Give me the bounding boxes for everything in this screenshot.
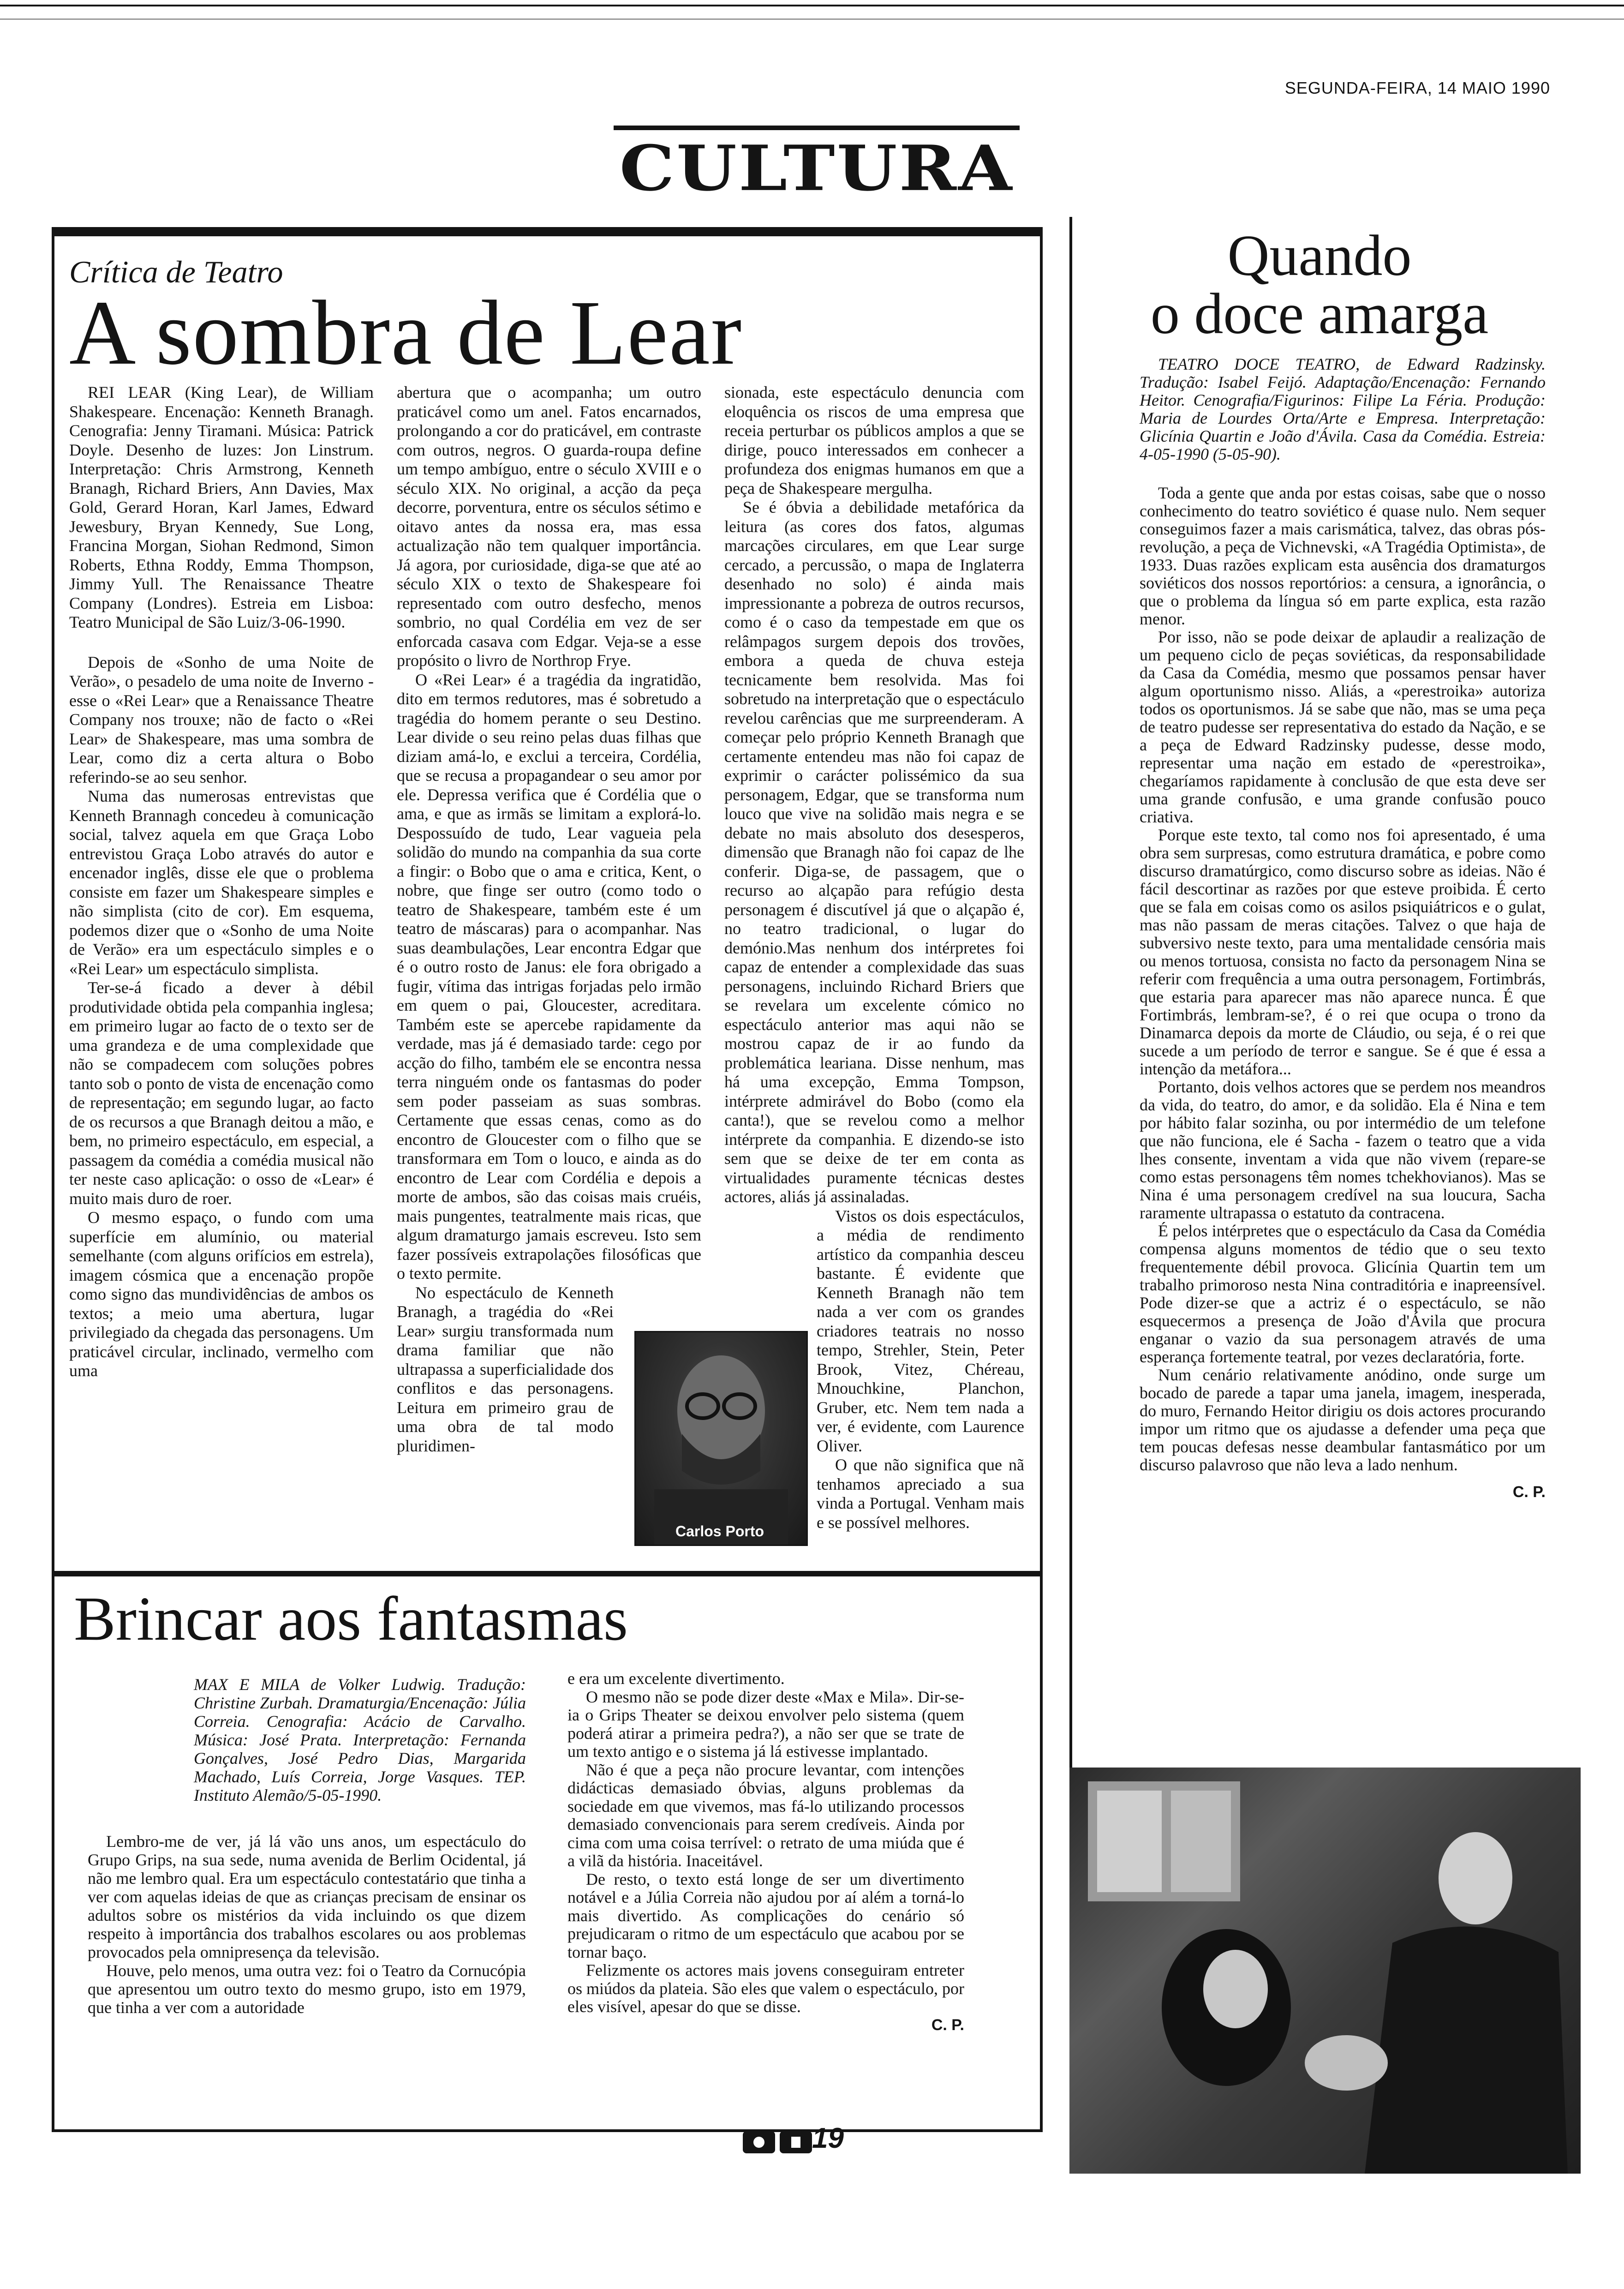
lear-credits: REI LEAR (King Lear), de William Shakespeare. Encenação: Kenneth Branagh. Cenografia: Jenny Tiramani. Música: Patrick Doyle. Desenho de luzes: Jon Linstrum. Interpretação: Chris Armstrong, Kenneth Branagh, Richard Briers, Ann Davies, Max Gold, Gerard Horan, Karl James, Edward Jewesbury, Bryan Kennedy, Sue Long, Francina Morgan, Siohan Redmond, Simon Roberts, Ethna Roddy, Emma Thompson, Jimmy Yull. The Renaissance Theatre Company (Londres). Estreia em Lisboa: Teatro Municipal de São Luiz/3-06-1990. bbox=[69, 383, 374, 631]
lear-paragraph: Se é óbvia a debilidade metafórica da leitura (as cores dos fatos, algumas marcações circulares, em que Lear surge cercado, a percussão, o mapa de Inglaterra desenhado no solo) é ainda mais impressionante a pobreza de outros recursos, como é o caso da tempestade em que os relâmpagos surgem depois dos trovões, embora a queda de chuva esteja tecnicamente bem resolvida. Mas foi sobretudo na interpretação que o espectáculo revelou carências que me surpreenderam. A começar pelo próprio Kenneth Branagh que certamente entendeu mas não foi capaz de exprimir o carácter polissémico da sua personagem, Edgar, que se transforma num louco que vive na solidão mais negra e se debate no mais absoluto dos desesperos, dimensão que Branagh não foi capaz de lhe conferir. Diga-se, de passagem, que o recurso ao alçapão para refúgio desta personagem é discutível já que o alçapão é, no teatro tradicional, o lugar do demónio.Mas nenhum dos intérpretes foi capaz de entender a complexidade das suas personagens, incluindo Richard Briers que se revelara um excelente cómico no espectáculo anterior mas aqui não se mostrou capaz de ir ao fundo da problemática leariana. Disse nenhum, mas há uma excepção, Emma Tompson, intérprete admirável do Bobo (como ela canta!), que se revelou como a melhor intérprete da companhia. E dizendo-se isto sem que se deixe de ter em conta as virtualidades puramente técnicas destes actores, aliás já assinaladas. bbox=[724, 498, 1024, 1206]
quando-paragraph: Por isso, não se pode deixar de aplaudir a realização de um pequeno ciclo de peças soviéticas, da responsabilidade da Casa da Comédia, mesmo que possamos pensar haver algum oportunismo nisso. Aliás, a «perestroika» autoriza todos os oportunismos. Já se sabe que não, mas se uma peça de teatro pudesse ser representativa do estado da Nação, e se a peça de Edward Radzinsky pudesse, desse modo, representar uma nação em estado de «perestroika», chegaríamos rapidamente à conclusão de que esta deve ser uma grande confusão, e uma grande confusão pouco criativa. bbox=[1140, 628, 1546, 826]
brincar-paragraph: Lembro-me de ver, já lá vão uns anos, um espectáculo do Grupo Grips, na sua sede, numa avenida de Berlim Ocidental, já não me lembro qual. Era um espectáculo contestatário que tinha a ver com aquelas ideias de que as crianças precisam de ensinar os adultos sobre os mistérios da vida incluindo os que dizem respeito à importância dos trabalhos escolares ou aos problemas provocados pela omnipresença da televisão. bbox=[88, 1832, 526, 1961]
brincar-signature: C. P. bbox=[931, 2016, 964, 2034]
lear-article-top-rule bbox=[52, 227, 1043, 236]
quando-paragraph: Num cenário relativamente anódino, onde surge um bocado de parede a tapar uma janela, imagem, inesperada, do muro, Fernando Heitor dirigiu os dois actores procurando impor um ritmo que os ajudasse a defender uma peça que tem poucas defesas nesse deambular fantasmático por um discurso palavroso que não leva a lado nenhum. bbox=[1140, 1366, 1546, 1474]
author-portrait-shape bbox=[636, 1332, 806, 1545]
lear-paragraph: Ter-se-á ficado a dever à débil produtividade obtida pela companhia inglesa; em primeiro lugar ao facto de o texto ser de uma grandeza e de uma complexidade que não se compadecem com soluções pobres tanto sob o ponto de vista de encenação como de representação; em segundo lugar, ao facto de os recursos a que Branagh deitou a mão, e bem, no primeiro espectáculo, em especial, a passagem da comédia a comédia musical não ter neste caso aplicação: o osso de «Lear» é muito mais duro de roer. bbox=[69, 978, 374, 1208]
lear-column-1 bbox=[69, 383, 374, 1381]
author-photo-caption: Carlos Porto bbox=[675, 1523, 764, 1540]
lear-kicker: Crítica de Teatro bbox=[69, 254, 283, 289]
quando-credits: TEATRO DOCE TEATRO, de Edward Radzinsky. Tradução: Isabel Feijó. Adaptação/Encenação: Fernando Heitor. Cenografia/Figurinos: Filipe La Féria. Produção: Maria de Lourdes Orta/Arte e Empresa. Interpretação: Glicínia Quartin e João d'Ávila. Casa da Comédia. Estreia: 4-05-1990 (5-05-90). bbox=[1140, 355, 1546, 463]
quando-stage-photo bbox=[1069, 1768, 1581, 2174]
quando-paragraph: Porque este texto, tal como nos foi apresentado, é uma obra sem surpresas, como estrutura dramática, e pobre como discurso dramatúrgico, como discurso sobre as ideias. Não é fácil descortinar as razões por que esteve proibida. É certo que se fala em coisas como os asilos psiquiátricos e o gulat, mas não passam de meras citações. Talvez o que haja de subversivo neste texto, para uma mentalidade censória mais ou menos tortuosa, consista no facto da personagem Nina se referir com frequência a uma outra personagem, Fortimbrás, que estaria para aparecer mas não aparece nunca. É que Fortimbrás, lembram-se?, é o rei que ocupa o trono da Dinamarca depois da morte de Cláudio, ou seja, é o rei que sucede a um período de terror e sangue. Se é que é essa a intenção da metáfora... bbox=[1140, 826, 1546, 1078]
quando-paragraph: Toda a gente que anda por estas coisas, sabe que o nosso conhecimento do teatro soviético é quase nulo. Nem sequer conseguimos fazer a mais carismática, talvez, das obras pós-revolução, a peça de Vichnevski, «A Tragédia Optimista», de 1933. Duas razões explicam esta ausência dos dramaturgos soviéticos dos nossos reportórios: a censura, a ignorância, o que o problema da língua só em parte explica, esta razão menor. bbox=[1140, 484, 1546, 628]
quando-headline bbox=[1130, 224, 1509, 346]
page-number: 19 bbox=[812, 2122, 844, 2154]
top-scan-rule-secondary bbox=[0, 18, 1624, 20]
lear-paragraph: Depois de «Sonho de uma Noite de Verão», o pesadelo de uma noite de Inverno - esse o «Rei Lear» que a Renaissance Theatre Company nos trouxe; não de facto o «Rei Lear» de Shakespeare, mas uma sombra de Lear, como diz a certa altura o Bobo referindo-se ao seu senhor. bbox=[69, 653, 374, 786]
brincar-column-2 bbox=[567, 1670, 964, 2034]
quando-body bbox=[1140, 355, 1546, 1501]
lear-headline: A sombra de Lear bbox=[69, 282, 743, 384]
brincar-paragraph: De resto, o texto está longe de ser um divertimento notável e a Júlia Correia não ajudou por aí além a torná-lo mais divertido. As complicações do cenário só prejudicaram o ritmo de um espectáculo que acabou por se tornar baço. bbox=[567, 1870, 964, 1961]
brincar-paragraph: O mesmo não se pode dizer deste «Max e Mila». Dir-se-ia o Grips Theater se deixou envolver pelo sistema (quem poderá atirar a primeira pedra?), a não ser que se trate de um texto antigo e o sistema já lá estivesse implantado. bbox=[567, 1687, 964, 1761]
quando-headline-line-2: o doce amarga bbox=[1150, 282, 1489, 346]
lear-paragraph: O «Rei Lear» é a tragédia da ingratidão, dito em termos redutores, mas é sobretudo a tragédia do homem perante o seu Destino. Lear divide o seu reino pelas duas filhas que diziam amá-lo, e exclui a terceira, Cordélia, que se recusa a propagandear o seu amor por ele. Depressa verifica que é Cordélia que o ama, e que as irmãs se limitam a explorá-lo. Despossuído de tudo, Lear vagueia pela solidão do mundo na companhia da sua corte a fingir: o Bobo que o ama e critica, Kent, o nobre, que finge ser outro (como todo o teatro de Shakespeare, também este é um teatro de máscaras) para o acompanhar. Nas suas deambulações, Lear encontra Edgar que é o outro rosto de Janus: ele fora obrigado a fugir, vítima das intrigas forjadas pelo irmão em quem o pai, Gloucester, acreditara. Também este se apercebe rapidamente da verdade, mas já é demasiado tarde: cego por acção do filho, também ele se encontra nessa terra ninguém onde os fantasmas do poder sem poder passeiam as suas sombras. Certamente que essas cenas, como as do encontro de Gloucester com o filho que se transformara em Tom o louco, e ainda as do encontro de Lear com Cordélia e depois a morte de ambos, são das coisas mais cruéis, mais pungentes, teatralmente mais ricas, que algum dramaturgo jamais escreveu. Isto sem fazer possíveis extrapolações filosóficas que o texto permite. bbox=[397, 670, 701, 1282]
lear-paragraph: Numa das numerosas entrevistas que Kenneth Brannagh concedeu à comunicação social, talvez aquela em que Graça Lobo entrevistou Graça Lobo através do autor e encenador inglês, disse ele que o problema consiste em fazer um Shakespeare simples e não simplista (cito de cor). Em esquema, podemos dizer que o «Sonho de uma Noite de Verão» era um espectáculo simples e o «Rei Lear» um espectáculo simplista. bbox=[69, 787, 374, 978]
brincar-column-1 bbox=[88, 1675, 526, 2017]
lear-paragraph: O que não significa que nã tenhamos apreciado a sua vinda a Portugal. Venham mais e se possível melhores. bbox=[817, 1456, 1024, 1532]
quando-paragraph: Portanto, dois velhos actores que se perdem nos meandros da vida, do teatro, do amor, e da solidão. Ela é Nina e tem por hábito falar sozinha, ou por intermédio de um telefone que não funciona, ele é Sacha - fazem o teatro que a vida lhes consente, inventam a vida que não vivem (repare-se como estas personagens têm nomes tchekhovianos). Mas se Nina é uma personagem credível na sua loucura, Sacha raramente ultrapassa o estatuto da contracena. bbox=[1140, 1078, 1546, 1222]
lear-paragraph: sionada, este espectáculo denuncia com eloquência os riscos de uma empresa que receia perturbar os públicos amplos a que se dirige, pouco interessados em conhecer a profundeza dos enigmas humanos em que a peça de Shakespeare mergulha. bbox=[724, 383, 1024, 497]
brincar-paragraph: Felizmente os actores mais jovens conseguiram entreter os miúdos da plateia. São eles que valem o espectáculo, por eles visível, apesar do que se disse. bbox=[567, 1961, 964, 2016]
lear-paragraph: O mesmo espaço, o fundo com uma superfície em alumínio, ou material semelhante (com alguns orifícios em estrela), imagem cósmica que a encenação propõe como signo das mundividências de ambos os textos; a meio uma abertura, lugar privilegiado da chegada das personagens. Um praticável circular, inclinado, vermelho com uma bbox=[69, 1208, 374, 1380]
brincar-headline: Brincar aos fantasmas bbox=[74, 1584, 628, 1654]
quando-stage-photo-shapes bbox=[1069, 1768, 1581, 2174]
brincar-paragraph: e era um excelente divertimento. bbox=[567, 1669, 785, 1688]
author-photo bbox=[634, 1331, 808, 1546]
section-rule bbox=[614, 126, 1020, 130]
top-scan-rule bbox=[0, 5, 1624, 6]
quando-paragraph: É pelos intérpretes que o espectáculo da Casa da Comédia compensa alguns momentos de tédio que o seu texto frequentemente débil provoca. Glicínia Quartin tem um trabalho primoroso nesta Nina contraditória e inapreensível. Pode dizer-se que a actriz é o espectáculo, se não esquecermos a presença de João d'Ávila que procura enganar o vazio da sua personagem através de uma esperança fortemente teatral, por vezes declaratória, forte. bbox=[1140, 1222, 1546, 1366]
lear-paragraph: abertura que o acompanha; um outro praticável como um anel. Fatos encarnados, prolongando a cor do praticável, em contraste com outros, negros. O guarda-roupa define um tempo ambíguo, entre o século XVIII e o século XIX. No original, a acção da peça decorre, porventura, entre os séculos sétimo e oitavo antes da nossa era, mas essa actualização não tem qualquer importância. Já agora, por curiosidade, diga-se que até ao século XIX o texto de Shakespeare foi representado com outro desfecho, menos sombrio, no qual Cordélia em vez de ser enforcada casava com Edgar. Veja-se a esse propósito o livro de Northrop Frye. bbox=[397, 383, 701, 670]
section-title: CULTURA bbox=[619, 132, 1014, 205]
brincar-credits: MAX E MILA de Volker Ludwig. Tradução: Christine Zurbah. Dramaturgia/Encenação: Júlia Correia. Cenografia: Acácio de Carvalho. Música: José Prata. Interpretação: Fernanda Gonçalves, José Pedro Dias, Margarida Machado, Luís Correia, Jorge Vasques. TEP. Instituto Alemão/5-05-1990. bbox=[194, 1675, 526, 1804]
quando-signature: C. P. bbox=[1512, 1483, 1546, 1501]
brincar-paragraph: Não é que a peça não procure levantar, com intenções didácticas demasiado óbvias, alguns problemas da sociedade em que vivemos, mas fá-lo utilizando processos demasiado convencionais para serem credíveis. Ainda por cima com uma coisa terrível: o retrato de uma miúda que é a vilã da história. Inaceitável. bbox=[567, 1760, 964, 1870]
brincar-paragraph: Houve, pelo menos, uma outra vez: foi o Teatro da Cornucópia que apresentou um outro texto do mesmo grupo, isto em 1979, que tinha a ver com a autoridade bbox=[88, 1961, 526, 2017]
lear-paragraph: No espectáculo de Kenneth Branagh, a tragédia do «Rei Lear» surgiu transformada num drama familiar que não ultrapassa a superficialidade dos conflitos e das personagens. Leitura em primeiro grau de uma obra de tal modo pluridimen- bbox=[397, 1283, 614, 1455]
lear-column-2 bbox=[397, 383, 701, 1456]
lear-paragraph: Vistos os dois espectáculos, a média de rendimento artístico da companhia desceu bastante. É evidente que Kenneth Branagh não tem nada a ver com os grandes criadores teatrais no nosso tempo, Strehler, Stein, Peter Brook, Vitez, Chéreau, Mnouchkine, Planchon, Gruber, etc. Nem tem nada a ver, é evidente, com Laurence Oliver. bbox=[817, 1206, 1024, 1455]
issue-date: SEGUNDA-FEIRA, 14 MAIO 1990 bbox=[1284, 78, 1550, 97]
quando-headline-line-1: Quando bbox=[1227, 224, 1412, 288]
